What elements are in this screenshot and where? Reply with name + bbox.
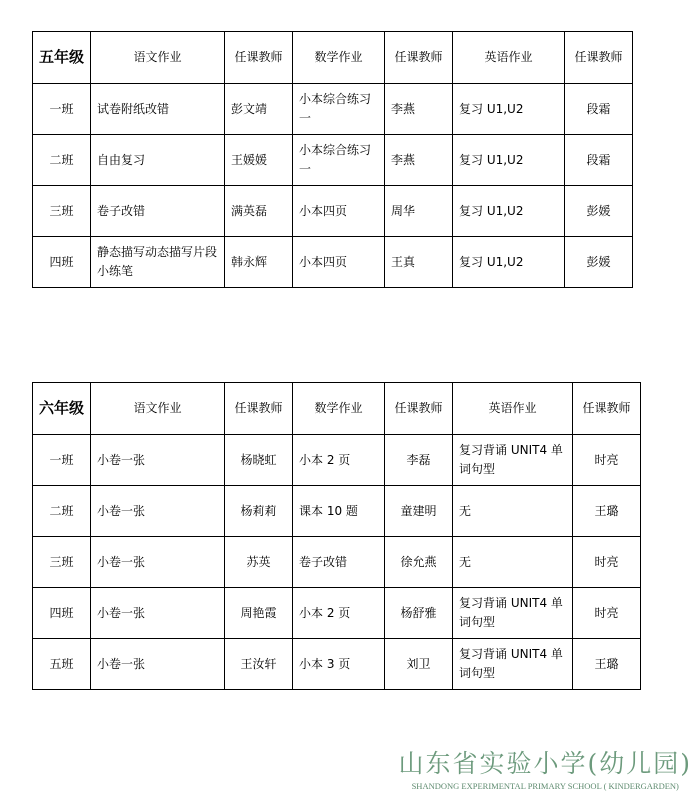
chinese-homework-cell: 小卷一张 (91, 639, 225, 690)
table-row (33, 435, 641, 486)
math-teacher-cell: 周华 (385, 186, 453, 237)
math-teacher-cell: 刘卫 (385, 639, 453, 690)
school-watermark (398, 748, 692, 792)
watermark-title: 山东省实验小学(幼儿园) (398, 749, 692, 778)
header-math: 数学作业 (293, 383, 385, 435)
chinese-homework-cell: 小卷一张 (91, 486, 225, 537)
table-row (33, 186, 633, 237)
class-cell: 一班 (33, 435, 91, 486)
class-cell: 三班 (33, 537, 91, 588)
math-teacher-cell: 李燕 (385, 135, 453, 186)
table-row (33, 237, 633, 288)
english-homework-cell: 复习 U1,U2 (453, 135, 565, 186)
chinese-teacher-cell: 韩永辉 (225, 237, 293, 288)
class-cell: 三班 (33, 186, 91, 237)
math-teacher-cell: 李燕 (385, 84, 453, 135)
english-homework-cell: 复习 U1,U2 (453, 84, 565, 135)
math-homework-cell: 小本综合练习一 (293, 84, 385, 135)
math-teacher-cell: 王真 (385, 237, 453, 288)
grade-label: 六年级 (33, 383, 91, 435)
header-chinese: 语文作业 (91, 32, 225, 84)
watermark-subtitle: SHANDONG EXPERIMENTAL PRIMARY SCHOOL ( KINDERGARDEN) (411, 781, 679, 791)
header-english: 英语作业 (453, 32, 565, 84)
math-homework-cell: 小本综合练习一 (293, 135, 385, 186)
header-math: 数学作业 (293, 32, 385, 84)
math-homework-cell: 小本四页 (293, 237, 385, 288)
math-teacher-cell: 杨舒雅 (385, 588, 453, 639)
chinese-teacher-cell: 杨莉莉 (225, 486, 293, 537)
math-homework-cell: 小本 2 页 (293, 588, 385, 639)
math-teacher-cell: 李磊 (385, 435, 453, 486)
english-homework-cell: 复习 U1,U2 (453, 237, 565, 288)
table-row (33, 588, 641, 639)
english-homework-cell: 复习背诵 UNIT4 单词句型 (453, 588, 573, 639)
table-row (33, 486, 641, 537)
math-homework-cell: 小本 2 页 (293, 435, 385, 486)
header-english: 英语作业 (453, 383, 573, 435)
grade-label: 五年级 (33, 32, 91, 84)
chinese-teacher-cell: 满英磊 (225, 186, 293, 237)
chinese-homework-cell: 小卷一张 (91, 588, 225, 639)
math-homework-cell: 小本 3 页 (293, 639, 385, 690)
class-cell: 四班 (33, 588, 91, 639)
table-header-row (33, 383, 641, 435)
chinese-teacher-cell: 杨晓虹 (225, 435, 293, 486)
header-chinese-teacher: 任课教师 (225, 383, 293, 435)
table-row (33, 639, 641, 690)
english-teacher-cell: 彭媛 (565, 237, 633, 288)
math-homework-cell: 课本 10 题 (293, 486, 385, 537)
header-english-teacher: 任课教师 (565, 32, 633, 84)
english-homework-cell: 复习背诵 UNIT4 单词句型 (453, 435, 573, 486)
english-homework-cell: 无 (453, 537, 573, 588)
chinese-homework-cell: 小卷一张 (91, 537, 225, 588)
chinese-teacher-cell: 周艳霞 (225, 588, 293, 639)
math-teacher-cell: 童建明 (385, 486, 453, 537)
chinese-teacher-cell: 彭文靖 (225, 84, 293, 135)
chinese-homework-cell: 试卷附纸改错 (91, 84, 225, 135)
class-cell: 五班 (33, 639, 91, 690)
class-cell: 一班 (33, 84, 91, 135)
chinese-homework-cell: 小卷一张 (91, 435, 225, 486)
english-homework-cell: 无 (453, 486, 573, 537)
math-homework-cell: 小本四页 (293, 186, 385, 237)
class-cell: 二班 (33, 135, 91, 186)
english-teacher-cell: 彭媛 (565, 186, 633, 237)
header-math-teacher: 任课教师 (385, 383, 453, 435)
chinese-homework-cell: 卷子改错 (91, 186, 225, 237)
table-row (33, 537, 641, 588)
math-homework-cell: 卷子改错 (293, 537, 385, 588)
chinese-teacher-cell: 苏英 (225, 537, 293, 588)
class-cell: 四班 (33, 237, 91, 288)
chinese-teacher-cell: 王汝轩 (225, 639, 293, 690)
table-row (33, 135, 633, 186)
header-math-teacher: 任课教师 (385, 32, 453, 84)
english-teacher-cell: 时亮 (573, 435, 641, 486)
english-homework-cell: 复习 U1,U2 (453, 186, 565, 237)
english-teacher-cell: 王璐 (573, 639, 641, 690)
chinese-homework-cell: 静态描写动态描写片段小练笔 (91, 237, 225, 288)
table-header-row (33, 32, 633, 84)
chinese-homework-cell: 自由复习 (91, 135, 225, 186)
header-english-teacher: 任课教师 (573, 383, 641, 435)
grade6-homework-table (32, 382, 641, 690)
header-chinese-teacher: 任课教师 (225, 32, 293, 84)
math-teacher-cell: 徐允燕 (385, 537, 453, 588)
table-row (33, 84, 633, 135)
english-teacher-cell: 王璐 (573, 486, 641, 537)
english-teacher-cell: 段霜 (565, 135, 633, 186)
class-cell: 二班 (33, 486, 91, 537)
english-homework-cell: 复习背诵 UNIT4 单词句型 (453, 639, 573, 690)
chinese-teacher-cell: 王媛媛 (225, 135, 293, 186)
header-chinese: 语文作业 (91, 383, 225, 435)
english-teacher-cell: 时亮 (573, 588, 641, 639)
grade5-homework-table (32, 31, 633, 288)
english-teacher-cell: 时亮 (573, 537, 641, 588)
english-teacher-cell: 段霜 (565, 84, 633, 135)
